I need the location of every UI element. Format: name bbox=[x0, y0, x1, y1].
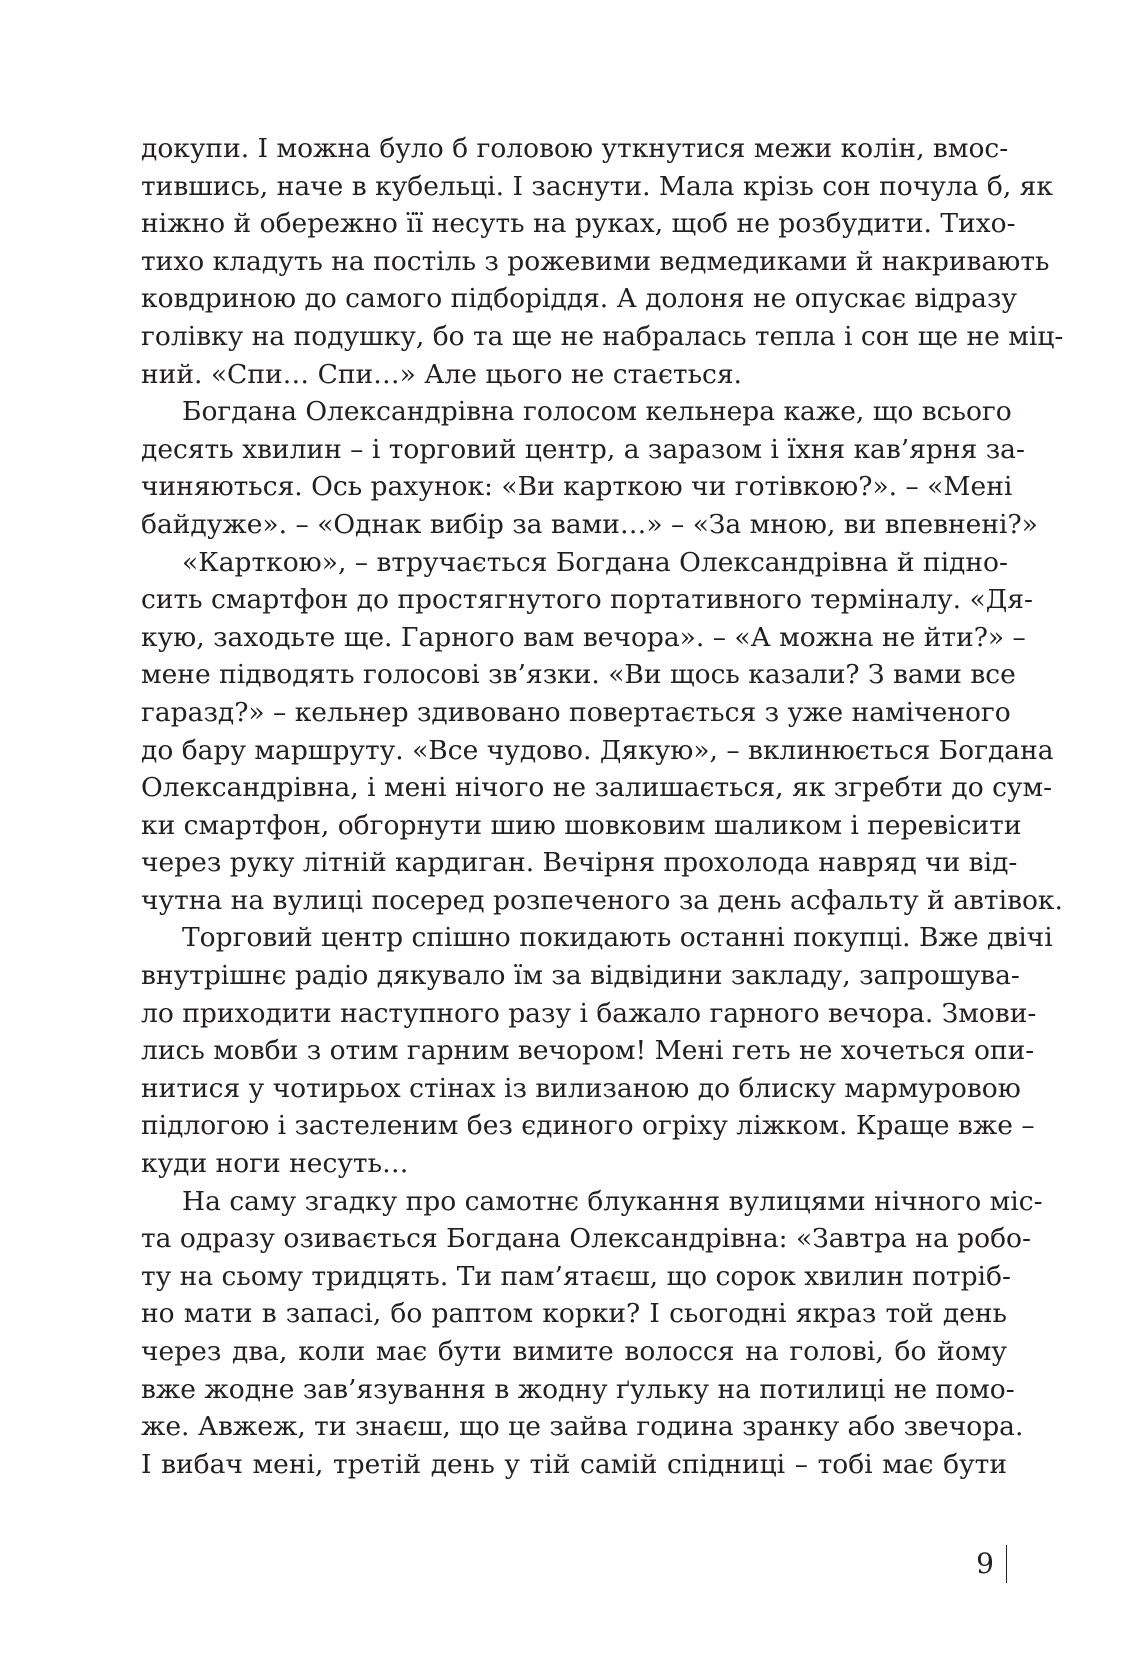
page-number-rule bbox=[1006, 1545, 1007, 1583]
text-line: до бару маршруту. «Все чудово. Дякую», – вклинюється Богдана bbox=[141, 734, 1054, 766]
text-line: но мати в запасі, бо раптом корки? І сьогодні якраз той день bbox=[141, 1298, 1007, 1330]
text-line: ло приходити наступного разу і бажало гарного вечора. Змови- bbox=[141, 997, 1037, 1029]
text-line: ковдриною до самого підборіддя. А долоня не опускає відразу bbox=[141, 283, 1017, 315]
text-line: лись мовби з отим гарним вечором! Мені геть не хочеться опи- bbox=[141, 1035, 1035, 1067]
text-line: чутна на вулиці посеред розпеченого за день асфальту й автівок. bbox=[141, 884, 1063, 916]
text-line: через руку літній кардиган. Вечірня прохолода навряд чи від- bbox=[141, 847, 1018, 879]
text-line: вже жодне зав’язування в жодну ґульку на потилиці не помо- bbox=[141, 1373, 1015, 1405]
text-line: внутрішнє радіо дякувало їм за відвідини закладу, запрошува- bbox=[141, 960, 1020, 992]
text-line: куди ноги несуть… bbox=[141, 1148, 409, 1180]
text-line: ний. «Спи… Спи…» Але цього не стається. bbox=[141, 358, 742, 390]
text-line: ту на сьому тридцять. Ти пам’ятаєш, що сорок хвилин потріб- bbox=[141, 1260, 1011, 1292]
text-line: підлогою і застеленим без єдиного огріху ліжком. Краще вже – bbox=[141, 1110, 1035, 1142]
text-line: мене підводять голосові зв’язки. «Ви щось казали? З вами все bbox=[141, 659, 1016, 691]
text-line: байдуже». – «Однак вибір за вами…» – «За мною, ви впевнені?» bbox=[141, 508, 1038, 540]
paragraph-first-line: «Карткою», – втручається Богдана Олександрівна й підно- bbox=[182, 546, 1008, 578]
page-footer bbox=[976, 1545, 1007, 1583]
text-line: І вибач мені, третій день у тій самій спідниці – тобі має бути bbox=[141, 1448, 1007, 1480]
text-line: через два, коли має бути вимите волосся на голові, бо йому bbox=[141, 1336, 1007, 1367]
text-line: Олександрівна, і мені нічого не залишається, як згребти до сум- bbox=[141, 772, 1053, 804]
body-text bbox=[141, 130, 1064, 1483]
text-line: голівку на подушку, бо та ще не набралась тепла і сон ще не міц- bbox=[141, 320, 1064, 352]
text-line: тихо кладуть на постіль з рожевими ведмедиками й накривають bbox=[141, 245, 1050, 277]
paragraph-first-line: Богдана Олександрівна голосом кельнера каже, що всього bbox=[182, 396, 1012, 428]
paragraph-first-line: Торговий центр спішно покидають останні покупці. Вже двічі bbox=[182, 922, 1053, 954]
text-line: ки смартфон, обгорнути шию шовковим шаликом і перевісити bbox=[141, 809, 1022, 841]
text-line: кую, заходьте ще. Гарного вам вечора». – «А можна не йти?» – bbox=[141, 621, 1026, 653]
text-line: та одразу озивається Богдана Олександрівна: «Завтра на робо- bbox=[141, 1223, 1031, 1255]
text-line: гаразд?» – кельнер здивовано повертається з уже наміченого bbox=[141, 696, 1011, 728]
text-line: докупи. І можна було б головою уткнутися межи колін, вмос- bbox=[141, 133, 1009, 164]
text-line: тившись, наче в кубельці. І заснути. Мала крізь сон почула б, як bbox=[141, 170, 1053, 202]
text-line: нитися у чотирьох стінах із вилизаною до блиску мармуровою bbox=[141, 1072, 1021, 1104]
text-line: сить смартфон до простягнутого портативного терміналу. «Дя- bbox=[141, 584, 1033, 616]
text-line: ніжно й обережно її несуть на руках, щоб не розбудити. Тихо- bbox=[141, 208, 1016, 240]
text-line: чиняються. Ось рахунок: «Ви карткою чи готівкою?». – «Мені bbox=[141, 471, 1013, 503]
text-line: же. Авжеж, ти знаєш, що це зайва година зранку або звечора. bbox=[141, 1411, 1024, 1443]
paragraph-first-line: На саму згадку про самотнє блукання вулицями нічного міс- bbox=[182, 1185, 1043, 1217]
page-number: 9 bbox=[976, 1547, 994, 1580]
text-line: десять хвилин – і торговий центр, а заразом і їхня кав’ярня за- bbox=[141, 433, 1025, 465]
